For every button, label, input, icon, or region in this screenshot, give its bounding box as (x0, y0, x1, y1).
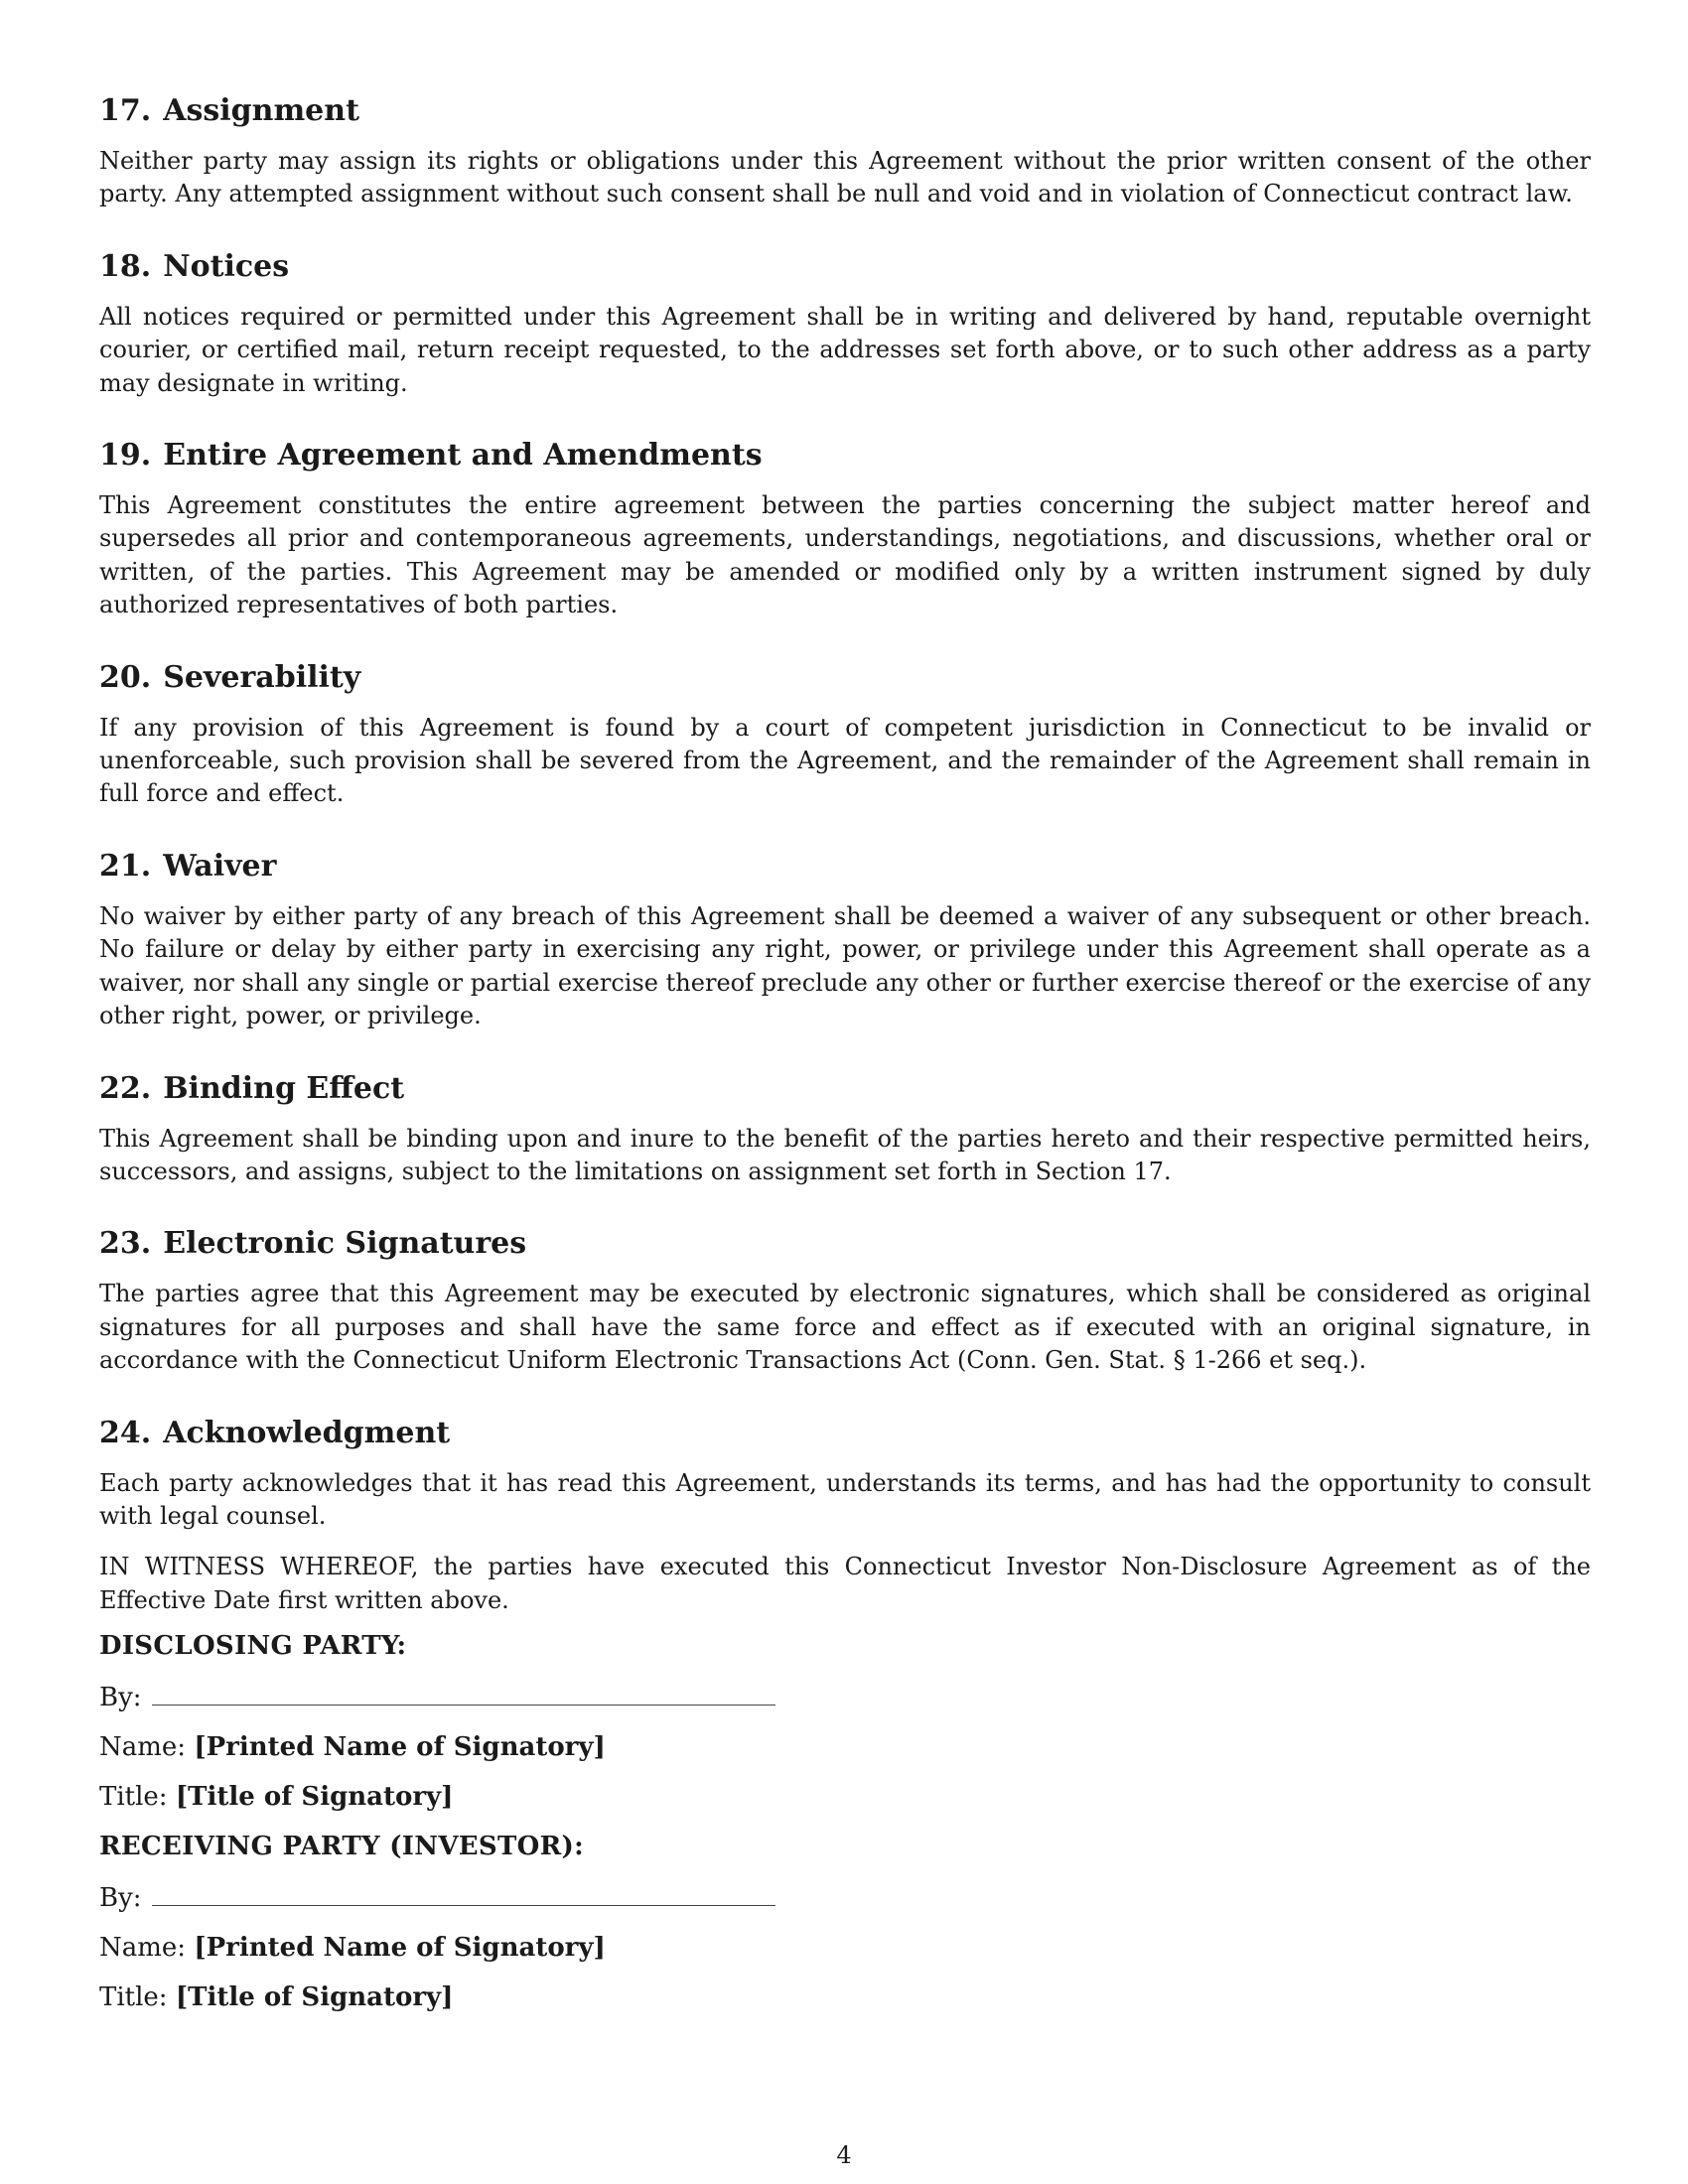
witness-clause: IN WITNESS WHEREOF, the parties have executed this Connecticut Investor Non-Disclosure Agreement as of the Effective Date first written above. (99, 1553, 1591, 1614)
party-heading: RECEIVING PARTY (INVESTOR): (99, 1832, 584, 1862)
section-binding-effect (99, 1069, 1591, 1189)
title-label: Title: (99, 1782, 168, 1813)
signature-by-line (99, 1679, 1591, 1714)
document-page (99, 91, 1591, 2030)
section-waiver (99, 847, 1591, 1033)
title-placeholder: [Title of Signatory] (175, 1782, 454, 1813)
section-paragraph: This Agreement shall be binding upon and inure to the benefit of the parties hereto and their respective permitted heirs, successors, and assigns, subject to the limitations on assignment set forth in Section 17. (99, 1124, 1591, 1185)
section-paragraph: Neither party may assign its rights or obligations under this Agreement without the prior written consent of the other party. Any attempted assignment without such consent shall be null and void and in violation of Connecticut contract law. (99, 147, 1591, 208)
signatory-name-line (99, 1730, 1591, 1764)
section-number: 20. (99, 659, 152, 695)
section-severability (99, 658, 1591, 811)
signatory-title-line (99, 1780, 1591, 1814)
section-title: Notices (163, 248, 290, 284)
section-heading (99, 436, 1591, 476)
section-electronic-signatures (99, 1224, 1591, 1377)
party-heading: DISCLOSING PARTY: (99, 1631, 407, 1662)
section-number: 21. (99, 848, 152, 884)
section-entire-agreement (99, 436, 1591, 622)
signature-block-receiving (99, 1830, 1591, 2014)
section-acknowledgment (99, 1414, 1591, 1534)
section-number: 24. (99, 1415, 152, 1450)
section-paragraph: All notices required or permitted under this Agreement shall be in writing and delivered by hand, reputable overnight courier, or certified mail, return receipt requested, to the addresses set forth above, or to such other address as a party may designate in writing. (99, 302, 1591, 397)
section-heading (99, 658, 1591, 698)
signature-by-line (99, 1879, 1591, 1915)
section-paragraph: This Agreement constitutes the entire agreement between the parties concerning the subject matter hereof and supersedes all prior and contemporaneous agreements, understandings, negotiations, and discussions, whether oral or written, of the parties. This Agreement may be amended or modified only by a written instrument signed by duly authorized representatives of both parties. (99, 491, 1591, 619)
section-title: Electronic Signatures (163, 1226, 527, 1262)
name-placeholder: [Printed Name of Signatory] (194, 1933, 606, 1964)
by-label: By: (99, 1883, 142, 1914)
section-number: 23. (99, 1226, 152, 1262)
title-placeholder: [Title of Signatory] (175, 1982, 454, 2013)
section-heading (99, 247, 1591, 287)
section-heading (99, 1069, 1591, 1109)
by-label: By: (99, 1683, 142, 1713)
section-title: Waiver (163, 848, 277, 884)
section-paragraph: Each party acknowledges that it has read this Agreement, understands its terms, and has had the opportunity to consult with legal counsel. (99, 1468, 1591, 1530)
section-title: Severability (163, 659, 361, 695)
signature-block-disclosing (99, 1629, 1591, 1814)
section-paragraph: The parties agree that this Agreement may be executed by electronic signatures, which shall be considered as original signatures for all purposes and shall have the same force and effect as if executed with an original signature, in accordance with the Connecticut Uniform Electronic Transactions Act (Conn. Gen. Stat. § 1-266 et seq.). (99, 1280, 1591, 1375)
section-paragraph: No waiver by either party of any breach of this Agreement shall be deemed a waiver of any subsequent or other breach. No failure or delay by either party in exercising any right, power, or privilege under this Agreement shall operate as a waiver, nor shall any single or partial exercise thereof preclude any other or further exercise thereof or the exercise of any other right, power, or privilege. (99, 901, 1591, 1030)
section-number: 22. (99, 1070, 152, 1106)
section-title: Entire Agreement and Amendments (163, 438, 763, 474)
section-title: Acknowledgment (163, 1415, 451, 1450)
section-paragraph: If any provision of this Agreement is found by a court of competent jurisdiction in Connecticut to be invalid or unenforceable, such provision shall be severed from the Agreement, and the remainder of the Agreement shall remain in full force and effect. (99, 713, 1591, 808)
name-label: Name: (99, 1732, 187, 1763)
signatory-name-line (99, 1931, 1591, 1965)
name-placeholder: [Printed Name of Signatory] (194, 1732, 606, 1763)
page-number: 4 (836, 2141, 852, 2169)
section-number: 19. (99, 438, 152, 474)
signatory-title-line (99, 1980, 1591, 2014)
section-number: 18. (99, 248, 152, 284)
section-heading (99, 91, 1591, 131)
section-heading (99, 847, 1591, 887)
section-assignment (99, 91, 1591, 211)
section-title: Assignment (163, 93, 359, 128)
section-heading (99, 1224, 1591, 1264)
name-label: Name: (99, 1933, 187, 1964)
signature-blank[interactable] (152, 1679, 775, 1706)
section-notices (99, 247, 1591, 400)
title-label: Title: (99, 1982, 168, 2013)
section-heading (99, 1414, 1591, 1453)
signature-blank[interactable] (152, 1879, 775, 1906)
section-title: Binding Effect (163, 1070, 405, 1106)
section-number: 17. (99, 93, 152, 128)
